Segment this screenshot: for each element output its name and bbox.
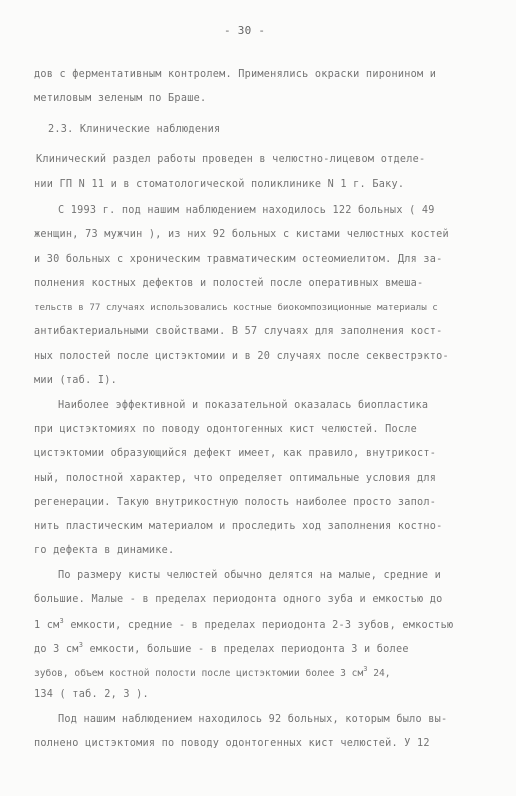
section-heading: 2.3. Клинические наблюдения	[48, 124, 221, 135]
text-line: 1 $см^3$ емкости, средние - в пределах периодонта 2-3 зубов, емкостью	[34, 617, 454, 631]
text-line: 134 ( таб. 2, 3 ).	[34, 689, 149, 700]
text-line: женщин, 73 мужчин ), из них 92 больных с кистами челюстных костей	[34, 229, 449, 240]
text-line: нить пластическим материалом и проследить ход заполнения костно-	[34, 521, 443, 532]
text-line: дов с ферментативным контролем. Применялись окраски пиронином и	[34, 69, 437, 80]
text-line: нии ГП N 11 и в стоматологической поликлинике N 1 г. Баку.	[34, 179, 405, 190]
text-line: мии (таб. I).	[34, 375, 117, 386]
text-line: го дефекта в динамике.	[34, 545, 175, 556]
text-line: Под нашим наблюдением находилось 92 больных, которым было вы-	[58, 714, 448, 725]
text-line: большие. Малые - в пределах периодонта одного зуба и емкостью до	[34, 594, 443, 605]
text-line: По размеру кисты челюстей обычно делятся на малые, средние и	[58, 570, 442, 581]
text-line: и 30 больных с хроническим травматическим остеомиелитом. Для за-	[34, 254, 443, 265]
text-line: Наиболее эффективной и показательной оказалась биопластика	[58, 400, 429, 411]
text-line: ный, полостной характер, что определяет оптимальные условия для	[34, 473, 437, 484]
text-line: С 1993 г. под нашим наблюдением находилось 122 больных ( 49	[58, 205, 435, 216]
text-line: полнения костных дефектов и полостей после оперативных вмеша-	[34, 278, 424, 289]
text-line: цистэктомии образующийся дефект имеет, как правило, внутрикост-	[34, 448, 437, 459]
text-line: при цистэктомиях по поводу одонтогенных кист челюстей. После	[34, 424, 418, 435]
page-number: - 30 -	[224, 24, 266, 37]
text-line: ных полостей после цистэктомии и в 20 случаях после секвестрэкто-	[34, 351, 449, 362]
text-line: тельств в 77 случаях использовались костные биокомпозиционные материалы с	[34, 302, 438, 313]
text-line: антибактериальными свойствами. В 57 случаях для заполнения кост-	[34, 326, 443, 337]
text-line: зубов, объем костной полости после цистэктомии более 3 $см^3$ 24,	[34, 665, 391, 679]
text-line: регенерации. Такую внутрикостную полость наиболее просто запол-	[34, 497, 437, 508]
text-line: до 3 $см^3$ емкости, большие - в пределах периодонта 3 и более	[34, 641, 409, 655]
text-line: полнено цистэктомия по поводу одонтогенных кист челюстей. У 12	[34, 738, 430, 749]
text-line: метиловым зеленым по Браше.	[34, 93, 207, 104]
text-line: Клинический раздел работы проведен в челюстно-лицевом отделе-	[36, 154, 426, 165]
